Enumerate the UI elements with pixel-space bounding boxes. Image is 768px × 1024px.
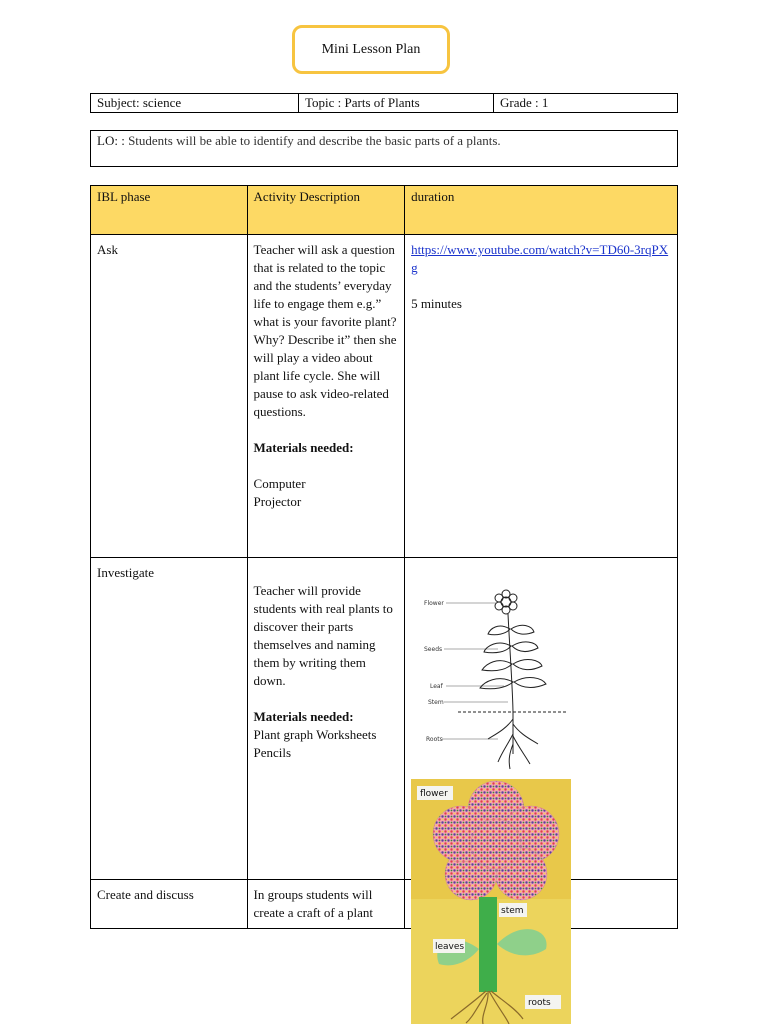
craft-label-flower: flower	[420, 789, 448, 799]
plant-craft-image	[411, 779, 571, 1024]
ask-material-item: Projector	[253, 494, 302, 509]
ask-materials-label: Materials needed:	[253, 440, 354, 455]
activity-investigate	[247, 558, 405, 880]
info-table	[90, 93, 678, 113]
craft-label-roots: roots	[528, 998, 551, 1008]
table-header-row	[91, 186, 678, 235]
ask-description: Teacher will ask a question that is related to the topic and the students’ everyday life to engage them e.g.” what is your favorite plant? Why? Describe it” then she will play a video about plant life cycle. She will pause to ask video-related questions.	[253, 242, 397, 419]
craft-label-leaves: leaves	[435, 942, 465, 952]
investigate-material-item: Pencils	[253, 745, 292, 760]
diagram-label-stem: Stem	[428, 699, 444, 706]
lo-label: LO: :	[97, 133, 125, 148]
phase-create: Create and discuss	[91, 880, 248, 929]
activity-ask	[247, 235, 405, 558]
table-row-create	[91, 880, 678, 929]
topic-cell: Topic : Parts of Plants	[299, 94, 494, 113]
grade-cell: Grade : 1	[494, 94, 678, 113]
ask-duration: 5 minutes	[411, 296, 462, 311]
lo-text: Students will be able to identify and describe the basic parts of a plants.	[128, 133, 501, 148]
header-activity: Activity Description	[247, 186, 405, 235]
diagram-label-roots: Roots	[426, 736, 443, 743]
diagram-label-flower: Flower	[424, 600, 444, 607]
activity-create: In groups students will create a craft of a plant	[247, 880, 405, 929]
phase-ask: Ask	[91, 235, 248, 558]
investigate-material-item: Plant graph Worksheets	[253, 727, 377, 742]
investigate-description: Teacher will provide students with real plants to discover their parts themselves and naming them by writing them down.	[253, 583, 393, 688]
ask-material-item: Computer	[253, 476, 306, 491]
learning-objective	[90, 130, 678, 167]
lesson-title: Mini Lesson Plan	[292, 25, 450, 74]
header-ibl-phase: IBL phase	[91, 186, 248, 235]
duration-ask	[405, 235, 678, 558]
video-link[interactable]: https://www.youtube.com/watch?v=TD60-3rqPXg	[411, 242, 669, 275]
table-row-investigate	[91, 558, 678, 880]
header-duration: duration	[405, 186, 678, 235]
table-row-ask	[91, 235, 678, 558]
phase-investigate: Investigate	[91, 558, 248, 880]
plant-diagram-image	[418, 584, 578, 772]
subject-cell: Subject: science	[91, 94, 299, 113]
diagram-label-seeds: Seeds	[424, 646, 443, 653]
craft-label-stem: stem	[501, 906, 524, 916]
investigate-materials-label: Materials needed:	[253, 709, 354, 724]
diagram-label-leaf: Leaf	[430, 683, 443, 690]
lesson-table	[90, 185, 678, 929]
